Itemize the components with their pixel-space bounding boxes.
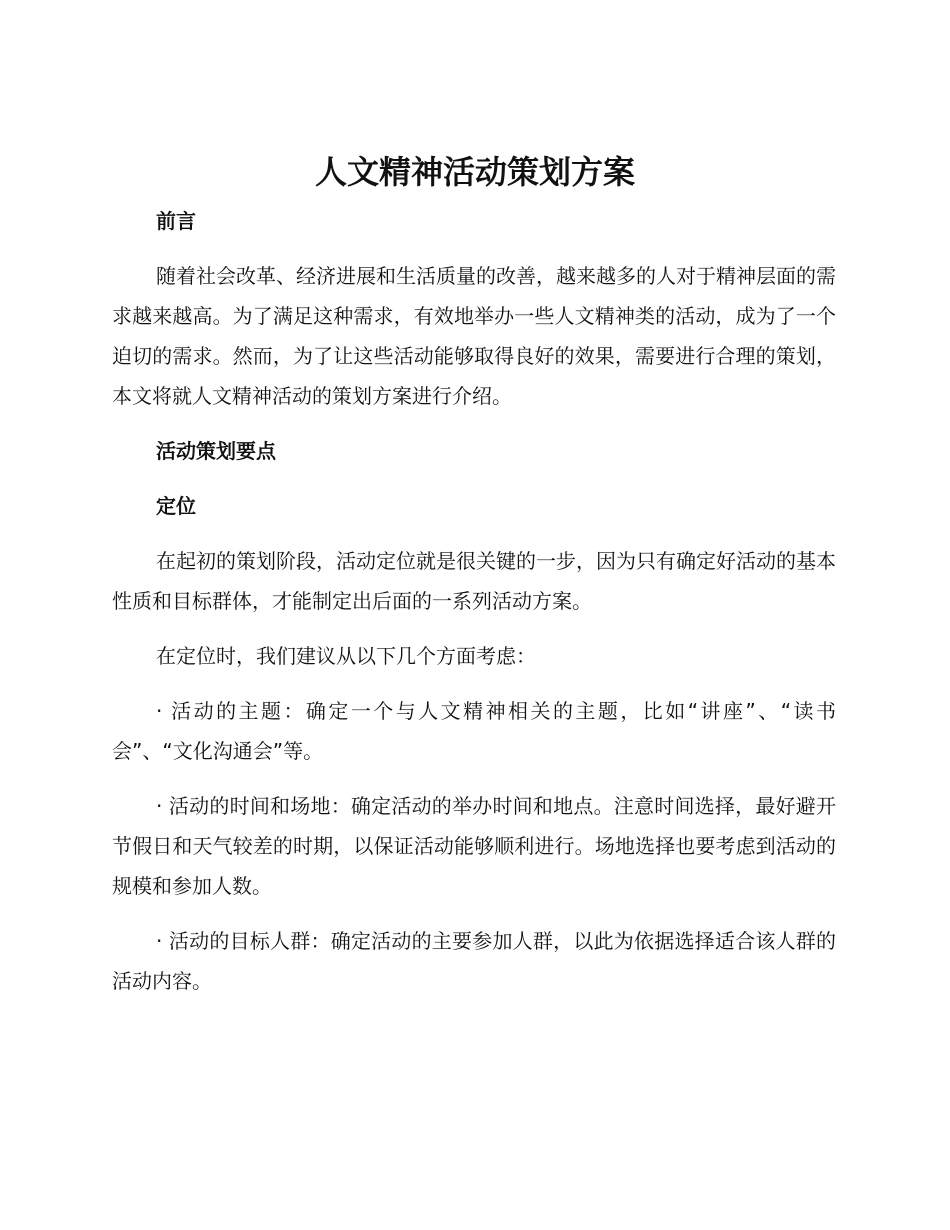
- para-preface: 随着社会改革、经济进展和生活质量的改善，越来越多的人对于精神层面的需求越来越高。为了满足这种需求，有效地举办一些人文精神类的活动，成为了一个迫切的需求。然而，为了让这些活动能够取得良好的效果，需要进行合理的策划，本文将就人文精神活动的策划方案进行介绍。: [112, 264, 836, 408]
- para-suggest: 在定位时，我们建议从以下几个方面考虑：: [156, 644, 536, 668]
- para-positioning: 在起初的策划阶段，活动定位就是很关键的一步，因为只有确定好活动的基本性质和目标群体，才能制定出后面的一系列活动方案。: [112, 549, 836, 613]
- bullet-theme: · 活动的主题：确定一个与人文精神相关的主题，比如“讲座”、“读书会”、“文化沟通会”等。: [112, 699, 836, 763]
- bullet-audience: · 活动的目标人群：确定活动的主要参加人群，以此为依据选择适合该人群的活动内容。: [112, 929, 836, 993]
- heading-positioning: 定位: [156, 494, 196, 518]
- heading-preface: 前言: [156, 209, 196, 233]
- bullet-time-venue: · 活动的时间和场地：确定活动的举办时间和地点。注意时间选择，最好避开节假日和天气较差的时期，以保证活动能够顺利进行。场地选择也要考虑到活动的规模和参加人数。: [112, 794, 836, 898]
- document-body: [112, 201, 836, 1016]
- heading-key-points: 活动策划要点: [156, 439, 276, 463]
- document-title: 人文精神活动策划方案: [314, 153, 635, 191]
